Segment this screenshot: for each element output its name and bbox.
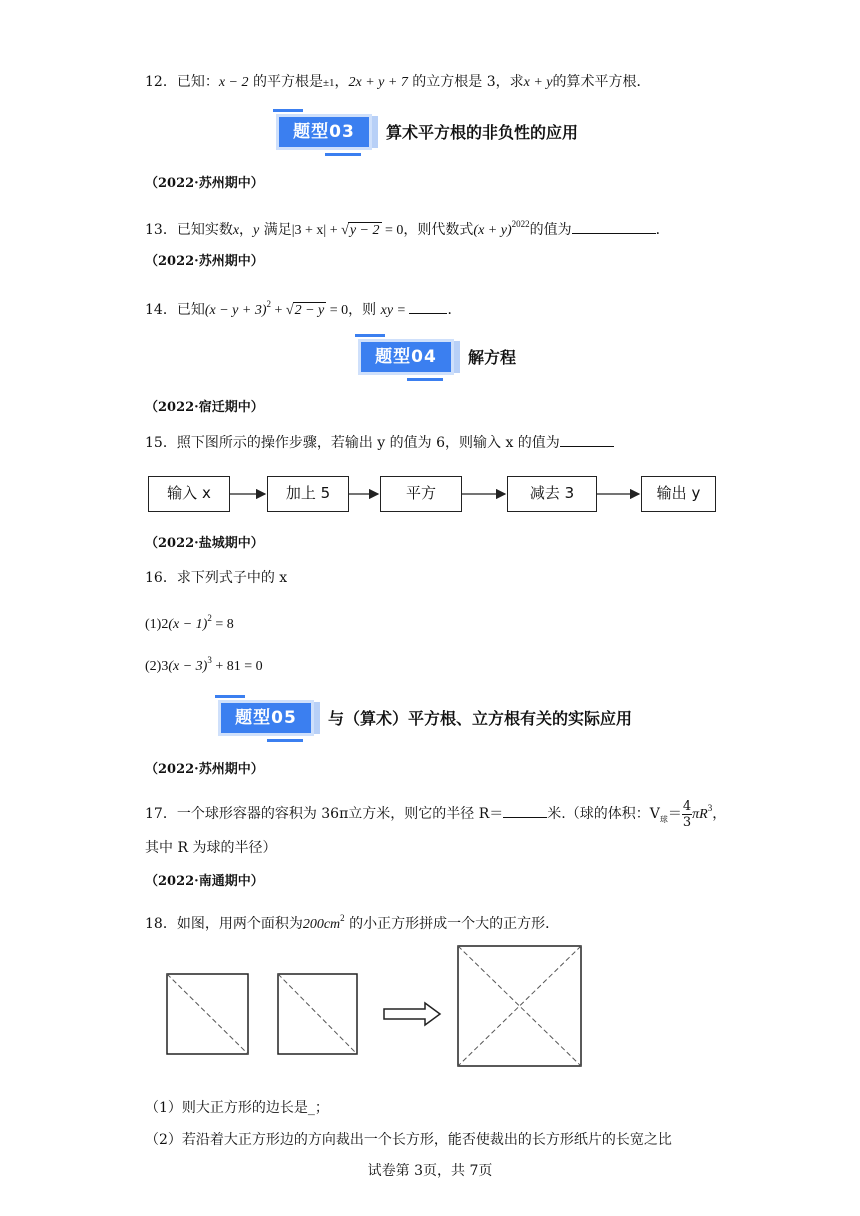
section-title: 算术平方根的非负性的应用	[386, 123, 579, 142]
section-tag: 题型04	[358, 339, 454, 375]
question-13: 13．已知实数x，y 满足|3 + x| + √y − 2 = 0，则代数式$(x + y)^{2022}$的值为 ．	[145, 219, 670, 238]
question-14: 14．已知$(x - y + 3)^2 + √2 - y = 0$，则 xy = ．	[145, 299, 462, 318]
section-tag: 题型03	[276, 114, 372, 150]
question-16-part-2: $(2)3(x - 3)^3 + 81 = 0$	[145, 655, 263, 674]
source-label: （2022·苏州期中）	[145, 176, 264, 191]
question-17-continued: 其中 R 为球的半径）	[145, 840, 277, 856]
source-label: （2022·宿迁期中）	[145, 400, 264, 415]
hollow-arrow	[384, 1003, 440, 1025]
question-17: 17．一个球形容器的容积为 36π立方米，则它的半径 R＝ 米.（球的体积：$V_球=$ $\frac{4}{3}$ $\pi R^3$，	[145, 798, 727, 830]
source-label: （2022·盐城期中）	[145, 536, 264, 551]
question-18-part-2: （2）若沿着大正方形边的方向裁出一个长方形，能否使裁出的长方形纸片的长宽之比	[145, 1132, 672, 1148]
question-18: 18．如图，用两个面积为$200cm^2$ 的小正方形拼成一个大的正方形．	[145, 913, 560, 932]
flow-step-add: 加上 5	[267, 476, 349, 512]
source-label: （2022·苏州期中）	[145, 762, 264, 777]
question-16: 16．求下列式子中的 x	[145, 570, 288, 586]
question-15: 15．照下图所示的操作步骤，若输出 y 的值为 6，则输入 x 的值为	[145, 432, 614, 453]
section-title: 解方程	[468, 348, 517, 367]
section-title: 与（算术）平方根、立方根有关的实际应用	[328, 709, 633, 728]
section-tag: 题型05	[218, 700, 314, 736]
small-square-2-diagonal	[278, 974, 357, 1054]
page-footer: 试卷第 3页，共 7页	[367, 1163, 493, 1179]
flow-step-square: 平方	[380, 476, 462, 512]
fraction: $\frac{4}{3}$	[682, 798, 692, 830]
source-label: （2022·苏州期中）	[145, 254, 264, 269]
flow-step-subtract: 减去 3	[507, 476, 597, 512]
question-18-part-1: （1）则大正方形的边长是_；	[145, 1100, 329, 1116]
question-16-part-1: $(1)2(x - 1)^2 = 8$	[145, 613, 234, 632]
flow-step-output: 输出 y	[641, 476, 716, 512]
flow-step-input: 输入 x	[148, 476, 230, 512]
source-label: （2022·南通期中）	[145, 874, 264, 889]
small-square-1-diagonal	[167, 974, 248, 1054]
question-12: 12．已知：x − 2 的平方根是±1，2x + y + 7 的立方根是 3，求x + y的算术平方根．	[145, 74, 651, 90]
